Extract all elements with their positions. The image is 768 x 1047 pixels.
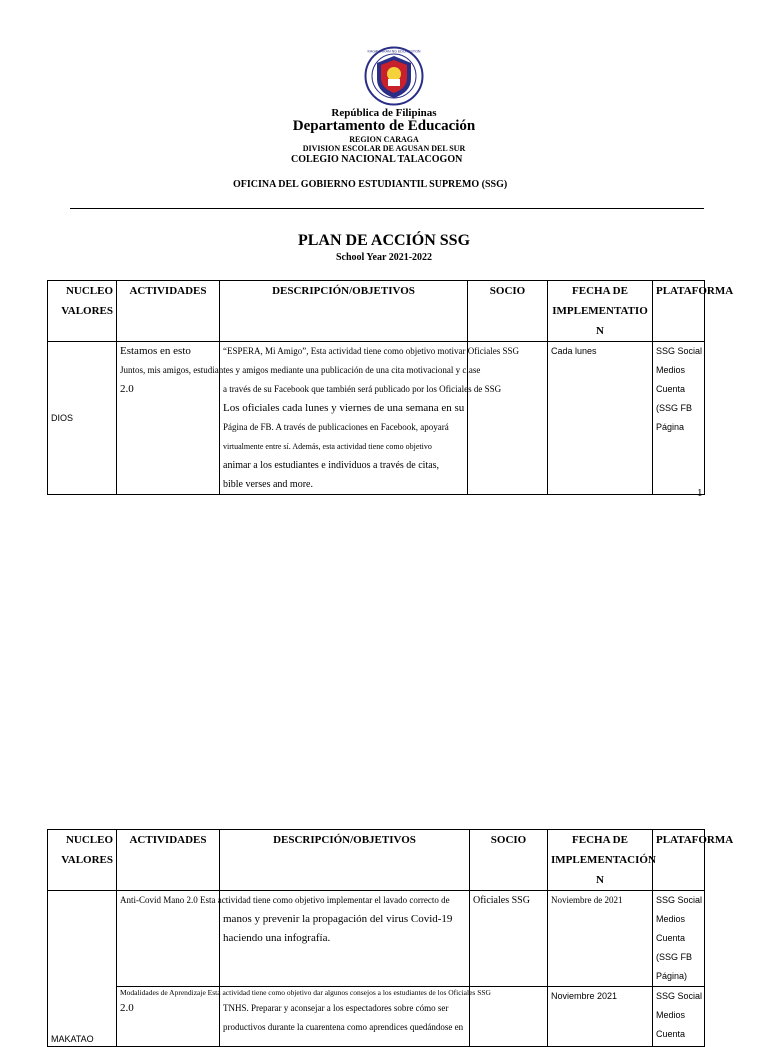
socio-cell: Oficiales SSG — [470, 891, 548, 987]
header-actividades: ACTIVIDADES — [117, 830, 220, 891]
nucleo-cell: MAKATAO — [48, 891, 117, 1047]
fecha-cell: Noviembre 2021 — [548, 987, 653, 1047]
page-number: 1 — [697, 487, 703, 499]
header-plataforma: PLATAFORMA — [653, 281, 705, 342]
header-descripcion: DESCRIPCIÓN/OBJETIVOS — [220, 830, 470, 891]
region-line: REGION CARAGA — [349, 135, 419, 144]
header-descripcion: DESCRIPCIÓN/OBJETIVOS — [220, 281, 468, 342]
actividades-cell: Estamos en esto Juntos, mis amigos, estudiantes y amigos mediante una publicación de una cita motivacional y clase 2.0 — [117, 342, 220, 495]
descripcion-cell: “ESPERA, Mi Amigo”, Esta actividad tiene como objetivo motivar Oficiales SSG a través de su Facebook que también será publicado por los Oficiales de SSG Los oficiales cada lunes y viernes de una semana en su Página de FB. A través de publicaciones en Facebook, apoyará virtualmente entre sí. Además, esta actividad tiene como objetivo animar a los estudiantes e individuos a través de citas, bible verses and more. — [220, 342, 468, 495]
plataforma-cell: SSG Social Medios Cuenta — [653, 987, 705, 1047]
office-line: OFICINA DEL GOBIERNO ESTUDIANTIL SUPREMO (SSG) — [233, 179, 508, 190]
header-socio: SOCIO — [468, 281, 548, 342]
division-line: DIVISION ESCOLAR DE AGUSAN DEL SUR — [302, 144, 466, 153]
header-socio: SOCIO — [470, 830, 548, 891]
header-divider — [70, 208, 704, 209]
actividades-cell: Modalidades de Aprendizaje Esta actividad tiene como objetivo dar algunos consejos a los estudiantes de los Oficiales SSG 2.0 — [117, 987, 220, 1047]
table1-header-row — [48, 281, 705, 342]
table-row — [48, 987, 705, 1047]
header-nucleo-valores: NUCLEO VALORES — [48, 830, 117, 891]
header-actividades: ACTIVIDADES — [117, 281, 220, 342]
actividades-cell: Anti-Covid Mano 2.0 Esta actividad tiene como objetivo implementar el lavado correcto de — [117, 891, 220, 987]
header-nucleo-valores: NUCLEO VALORES — [48, 281, 117, 342]
plataforma-cell: SSG Social Medios Cuenta (SSG FB Página) — [653, 891, 705, 987]
seal-lettering: KAGAWARAN NG EDUKASYON — [367, 49, 421, 54]
header-plataforma: PLATAFORMA — [653, 830, 705, 891]
fecha-cell: Cada lunes — [548, 342, 653, 495]
table-row — [48, 891, 705, 987]
descripcion-cell: manos y prevenir la propagación del virus Covid-19 haciendo una infografía. — [220, 891, 470, 987]
action-plan-table-2 — [47, 829, 734, 1047]
header-fecha: FECHA DE IMPLEMENTATIO N — [548, 281, 653, 342]
header-fecha: FECHA DE IMPLEMENTACIÓN N — [548, 830, 653, 891]
school-year: School Year 2021-2022 — [335, 252, 433, 263]
plan-title: PLAN DE ACCIÓN SSG — [297, 232, 471, 249]
republic-line: República de Filipinas — [331, 107, 437, 119]
action-plan-table-1 — [47, 280, 734, 495]
plataforma-cell: SSG Social Medios Cuenta (SSG FB Página — [653, 342, 705, 495]
fecha-cell: Noviembre de 2021 — [548, 891, 653, 987]
department-line: Departamento de Educación — [292, 118, 476, 134]
descripcion-cell: TNHS. Preparar y aconsejar a los espectadores sobre cómo ser productivos durante la cuarentena como aprendices quedándose en — [220, 987, 470, 1047]
deped-seal-logo — [364, 46, 424, 106]
table-row — [48, 342, 705, 495]
table2-header-row — [48, 830, 705, 891]
school-line: COLEGIO NACIONAL TALACOGON — [291, 154, 463, 165]
nucleo-cell: DIOS — [48, 342, 117, 495]
